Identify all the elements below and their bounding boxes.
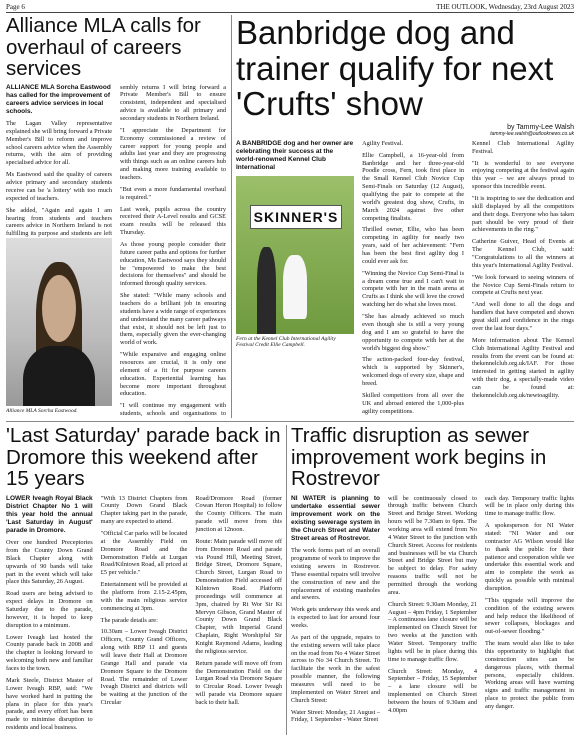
column-divider: [231, 15, 232, 418]
alliance-para: "I appreciate the Department for Economy commissioned a review of career support for young people and adults last year and they are progressing with things such as an online careers hub and making more training available to teachers.: [120, 126, 226, 181]
alliance-para: "But even a more fundamental overhaul is required.": [120, 185, 226, 201]
dog-para: Thrilled owner, Ellie, who has been competing in agility for nearly two years, said of her achievement: "Fern has been the best first agility dog I could ever ask for.: [362, 226, 465, 265]
parade-para: Return parade will move off from the Demonstration Field on the Lurgan Road via Dromore Square to Circular Road. Lower Iveagh will parade via Dromore square back to their hall.: [195, 659, 282, 707]
dog-para: "She has already achieved so much even though she is still a very young dog and I am so grateful to have the opportunity to compete with her at the world's biggest dog show.": [362, 313, 465, 352]
dog-col-3: [472, 140, 574, 417]
traffic-lead: NI WATER is planning to undertake essential sewer improvement work on the existing sewerage system in the Church Street and Water Street areas of Rostrevor.: [291, 494, 380, 543]
parade-headline: 'Last Saturday' parade back in Dromore this weekend after 15 years: [6, 425, 281, 491]
dog-para: The action-packed four-day festival, which is supported by Skinner's, welcomed dogs of every size, shape and breed.: [362, 356, 465, 387]
parade-para: "Official Car parks will be located at the Assembly Field on Dromore Road and the Demonstration Fields at Lurgan Road/Kilntown Road, all priced at £5 per vehicle.": [100, 529, 188, 577]
dog-byline: by Tammy-Lee Walsh: [507, 123, 574, 131]
dog-para: "It is wonderful to see everyone enjoying competing at the festival again this year – we are always proud to sponsor this incredible event.: [472, 159, 574, 191]
section-divider: [6, 421, 574, 422]
parade-para: "With 13 District Chapters from County Down Grand Black Chapter taking part in the parade, many are expected to attend.: [100, 494, 188, 526]
dog-para: More information about The Kennel Club International Agility Festival and results from the event can be found at: thekennelclub.org.uk/IAF. For those interested in getting started in agility with their dog, a specially-made video can be found at: thekennelclub.org.uk/newtoagility.: [472, 336, 574, 399]
skinners-banner: SKINNER'S: [250, 205, 342, 229]
parade-para: Lower Iveagh last hosted the County parade back in 2008 and the chapter is looking forward to welcoming both new and familiar faces to the town.: [6, 633, 93, 673]
dog-para: "Winning the Novice Cup Semi-Final is a dream come true and I can't wait to compete with her in the main arena at Crufts as I think she will love the crowd watching her do what she loves most.: [362, 269, 465, 309]
alliance-para: sembly returns I will bring forward a Private Member's Bill to ensure consistent, independent and specialised advice is available to all primary and secondary students in Northern Ireland.: [120, 83, 226, 122]
sorcha-eastwood-photo: [6, 238, 112, 406]
dog-para: Ellie Campbell, a 16-year-old from Banbridge and her three-year-old Poodle cross, Fern, took first place in the Small Kennel Club Novice Cup Semi-Finals on Saturday (12 August), qualifying the pair to compete at the world's greatest dog show, Crufts, in March 2024 against five other competing finalists.: [362, 151, 465, 222]
page-number: Page 6: [6, 3, 25, 11]
traffic-col-2: [388, 495, 477, 729]
traffic-para: A spokesperson for NI Water stated: "NI Water and our contractor AG Wilson would like to thank the public for their patience and cooperation while we undertake this essential work and aim to complete the work as quickly as possible with minimal disruption.: [485, 522, 574, 592]
traffic-para: each day. Temporary traffic lights will be in place only during this time to manage traffic flow.: [485, 494, 574, 518]
alliance-para: As those young people consider their future career paths and options for further education, Ms Eastwood says they should be "empowered to make the best decisions for themselves" and should be informed through quality services.: [120, 241, 226, 288]
column-divider: [286, 425, 287, 735]
parade-lead: LOWER Iveagh Royal Black District Chapter No 1 will this year hold the annual 'Last Saturday in August' parade in Dromore.: [6, 494, 93, 535]
traffic-para: As part of the upgrade, repairs to the existing sewers will take place on the road from No 4 Water Street across to No 34 Church Street. To facilitate the work in the safest possible manner, the following measures will need to be implemented on Water Street and Church Street:: [291, 633, 380, 704]
alliance-caption: Alliance MLA Sorcha Eastwood.: [6, 408, 78, 414]
alliance-photo-block: [6, 238, 112, 416]
parade-para: Entertainment will be provided at the platform from 2.15-2.45pm, with the main religious service commencing at 3pm.: [100, 581, 188, 612]
traffic-col-1: [291, 495, 380, 729]
dog-headline: Banbridge dog and trainer qualify for next 'Crufts' show: [236, 15, 554, 123]
parade-para: Road/Dromore Road (former Cowan Heron Hospital) to follow the County Officers. The main parade will move from this junction at 12noon.: [195, 494, 282, 533]
parade-col-2: [101, 495, 188, 735]
traffic-para: will be continuously closed to through traffic between Church Street and Bridge Street. Working hours will be 7.30am to 6pm. The working area will extend from No 4 Water Street to the junction with Church Street. Access for residents and businesses will be via Church Street and Bridge Street but may be subject to delay. For safety reasons traffic will not be permitted through the working area.: [388, 494, 477, 596]
paper-date: THE OUTLOOK, Wednesday, 23rd August 2023: [436, 3, 574, 11]
parade-para: Road users are being advised to expect delays in Dromore on Saturday due to the parade, however, it is hoped to keep disruption to a minimum.: [6, 590, 93, 629]
fern-dog-photo: [236, 176, 354, 334]
alliance-para: "While expansive and engaging online resources are crucial, it is only one element of a fit for purpose careers education. Experiential learning has become more important throughout education.: [120, 351, 226, 398]
traffic-para: The team would also like to take this opportunity to highlight that construction sites can be dangerous places, with thermal persons, especially children. Working areas will have warning signs and traffic management in place to protect the public from any danger.: [485, 640, 574, 711]
dog-col-1: [236, 140, 354, 417]
parade-para: 10.30am – Lower Iveagh District Officers, County Grand Officers, along with RBP 11 and guests will leave their Hall at Dromore Grange Hall and parade via Dromore Square to the Dromore Road. The remainder of Lower Iveagh District and districts will be waiting at the junction of the Circular: [100, 628, 188, 707]
alliance-para: "I will continue my engagement with students, schools and organisations to: [120, 402, 226, 417]
parade-para: Mark Steele, District Master of Lower Iveagh RBP, said: "We have worked hard in putting the plans in place for this year's parade, and every effort has been made to minimise disruption to residents and local business.: [6, 676, 93, 732]
parade-para: The parade details are:: [100, 616, 158, 624]
traffic-col-3: [485, 495, 574, 729]
alliance-para: She added, "Again and again I am hearing from students and teachers careers advice in Northern Ireland is not fulfilling its purpose and students are left: [6, 206, 112, 238]
parade-article: [6, 425, 282, 735]
alliance-para: The Lagan Valley representative explained she will bring forward a Private Member's Bill to reform and improve school careers advice when the Assembly returns, with the aim of providing specialised advice for all.: [6, 120, 112, 167]
masthead: [6, 2, 574, 13]
dog-para: Skilled competitors from all over the UK and abroad entered the 1,000-plus agility competitions.: [362, 391, 465, 415]
dog-col-2: [362, 140, 464, 417]
traffic-article: [291, 425, 574, 735]
parade-para: Over one hundred Preceptories from the County Down Grand Black Chapter along with upwards of 90 bands will take part in the event which will take place this Saturday, 26 August.: [6, 539, 93, 586]
traffic-para: The work forms part of an overall programme of work to improve the existing sewers in Rostrevor. These essential repairs will involve the construction of new and the replacement of existing manholes and sewers.: [291, 547, 380, 602]
parade-col-1: [6, 495, 93, 735]
alliance-headline: Alliance MLA calls for overhaul of careers services: [6, 15, 201, 81]
dog-article: [236, 15, 574, 417]
traffic-para: "This upgrade will improve the condition of the existing sewers and help reduce the likelihood of sewer collapses, blockages and out-of-sewer flooding.": [485, 596, 574, 636]
traffic-para: Water Street: Monday, 21 August – Friday, 1 September - Water Street: [291, 708, 380, 724]
dog-para: Agility Festival.: [362, 139, 403, 147]
dog-para: "And well done to all the dogs and handlers that have competed and shown great skill and confidence in the rings over the last four days.": [472, 301, 574, 332]
traffic-para: Church Street: Monday, 4 September – Friday, 15 September – a lane closure will be implemented on Church Street between the hours of 9.30am and 4.00pm: [388, 667, 477, 714]
alliance-para: Ms Eastwood said the quality of careers advice primary and secondary students receive can be 'a lottery' with too much expected of teachers.: [6, 171, 112, 202]
dog-caption: Fern at the Kennel Club International Agility Festival Credit Ellie Campbell.: [236, 336, 336, 349]
dog-para: Kennel Club International Agility Festival.: [472, 139, 574, 155]
alliance-lead: ALLIANCE MLA Sorcha Eastwood has called for the improvement of careers advice services in local schools.: [6, 83, 111, 115]
alliance-para: She stated: "While many schools and teachers do a brilliant job in ensuring students have a wide range of experiences and understand the many career pathways that exist, it should not be left just to them, especially given the ever-changing world of work.: [120, 292, 226, 347]
traffic-para: Work gets underway this week and is expected to last for around four weeks.: [291, 606, 380, 630]
parade-col-3: [195, 495, 282, 735]
dog-para: "It is inspiring to see the dedication and skill displayed by all the competitors and their dogs. Everyone who has taken part should be very proud of their achievements in the ring.": [472, 195, 574, 234]
parade-para: Route: Main parade will move off from Dromore Road and parade via Pound Hill, Meeting Street, Bridge Street, Dromore Square, Church Street, Lurgan Road to Demonstration Field accessed off Kilntown Road. Platform proceedings will commence at 3pm, chaired by Rt Wor Sir Kt Mervyn Gibson, Grand Master of County Down Grand Black Chapter, with Imperial Grand Chaplain, Right Worshipful Sir Knight Raymond Adams, leading the religious service.: [195, 537, 282, 655]
dog-email: tammy-lee.walsh@outlooknews.co.uk: [490, 130, 574, 137]
alliance-col-2: [120, 84, 226, 417]
traffic-para: Church Street: 9.30am Monday, 21 August – 4pm Friday, 1 September – A continuous lane closure will be implemented on Church Street for two weeks at the junction with Water Street. Temporary traffic lights will be in place during this time to manage traffic flow.: [388, 600, 477, 663]
alliance-para: Last week, pupils across the country received their A-Level results and GCSE exam results will be released this Thursday.: [120, 205, 226, 237]
dog-lead: A BANBRIDGE dog and her owner are celebrating their success at the world-renowned Kennel Club International: [236, 139, 354, 172]
traffic-headline: Traffic disruption as sewer improvement work begins in Rostrevor: [291, 425, 547, 491]
dog-para: Catherine Guiver, Head of Events at The Kennel Club, said: "Congratulations to all the winners at this year's International Agility Festival.: [472, 238, 574, 269]
dog-para: "We look forward to seeing winners of the Novice Cup Semi-Finals return to compete at Crufts next year.: [472, 273, 574, 297]
